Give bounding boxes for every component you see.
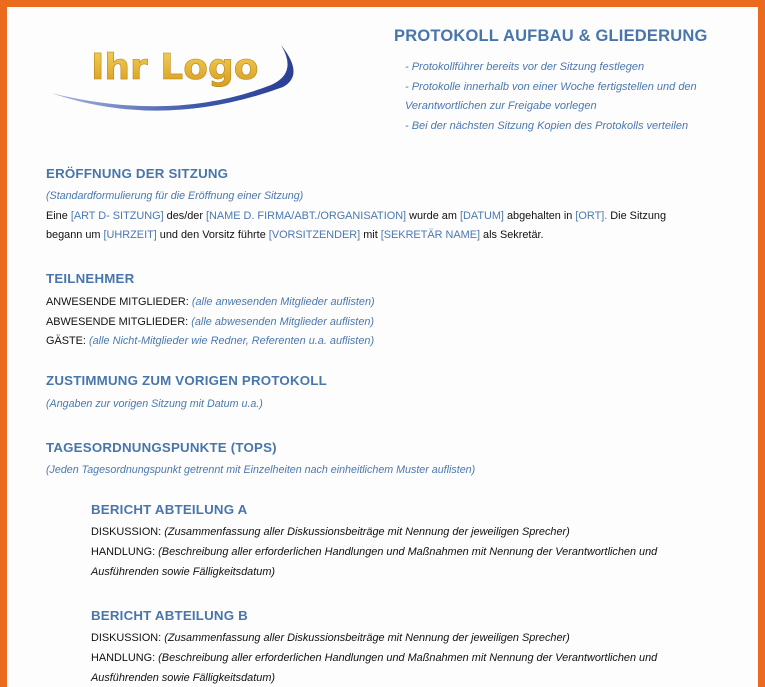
report-discussion: DISKUSSION: (Zusammenfassung aller Diskussionsbeiträge mit Nennung der jeweiligen Sprecher)	[91, 526, 570, 538]
opening-sentence-line-1: Eine [ART D- SITZUNG] des/der [NAME D. FIRMA/ABT./ORGANISATION] wurde am [DATUM] abgehalten in [ORT]. Die Sitzung	[46, 210, 666, 222]
report-discussion: DISKUSSION: (Zusammenfassung aller Diskussionsbeiträge mit Nennung der jeweiligen Sprecher)	[91, 632, 570, 644]
placeholder-date: [DATUM]	[459, 210, 504, 222]
section-heading-participants: TEILNEHMER	[46, 271, 135, 286]
logo-text: Ihr Logo	[91, 47, 259, 88]
document-page	[7, 7, 758, 687]
guideline-line: - Bei der nächsten Sitzung Kopien des Protokolls verteilen	[405, 119, 689, 132]
agenda-note: (Jeden Tagesordnungspunkt getrennt mit Einzelheiten nach einheitlichem Muster auflisten)	[46, 464, 476, 476]
guideline-line: - Protokollführer bereits vor der Sitzung festlegen	[405, 61, 645, 73]
participants-row: ABWESENDE MITGLIEDER: (alle abwesenden Mitglieder auflisten)	[46, 316, 375, 328]
placeholder-time: [UHRZEIT]	[103, 229, 157, 241]
section-heading-approval: ZUSTIMMUNG ZUM VORIGEN PROTOKOLL	[46, 373, 327, 388]
placeholder-chair: [VORSITZENDER]	[268, 229, 361, 241]
section-heading-agenda: TAGESORDNUNGSPUNKTE (TOPS)	[46, 440, 277, 455]
placeholder-secretary: [SEKRETÄR NAME]	[380, 229, 480, 241]
guideline-line: Verantwortlichen zur Freigabe vorlegen	[405, 100, 597, 113]
report-action-continued: Ausführenden sowie Fälligkeitsdatum)	[91, 566, 276, 578]
guideline-line: - Protokolle innerhalb von einer Woche fertigstellen und den	[405, 80, 697, 93]
placeholder-location: [ORT].	[575, 210, 608, 222]
opening-sentence-line-2: begann um [UHRZEIT] und den Vorsitz führte [VORSITZENDER] mit [SEKRETÄR NAME] als Sekretär.	[46, 229, 544, 241]
participants-row: ANWESENDE MITGLIEDER: (alle anwesenden Mitglieder auflisten)	[46, 296, 375, 308]
section-heading-opening: ERÖFFNUNG DER SITZUNG	[46, 166, 229, 181]
report-action-continued: Ausführenden sowie Fälligkeitsdatum)	[91, 672, 276, 684]
opening-note: (Standardformulierung für die Eröffnung einer Sitzung)	[46, 190, 304, 202]
report-heading: BERICHT ABTEILUNG B	[91, 608, 248, 623]
placeholder-organisation: [NAME D. FIRMA/ABT./ORGANISATION]	[206, 210, 407, 222]
company-logo	[43, 31, 305, 121]
report-action: HANDLUNG: (Beschreibung aller erforderlichen Handlungen und Maßnahmen mit Nennung der Verantwortlichen und	[91, 652, 658, 664]
report-heading: BERICHT ABTEILUNG A	[91, 502, 248, 517]
participants-row: GÄSTE: (alle Nicht-Mitglieder wie Redner, Referenten u.a. auflisten)	[46, 335, 375, 347]
placeholder-meeting-type: [ART D- SITZUNG]	[70, 210, 164, 222]
document-title: PROTOKOLL AUFBAU & GLIEDERUNG	[394, 27, 708, 45]
report-action: HANDLUNG: (Beschreibung aller erforderlichen Handlungen und Maßnahmen mit Nennung der Verantwortlichen und	[91, 546, 658, 558]
header-guidelines	[405, 58, 745, 136]
approval-note: (Angaben zur vorigen Sitzung mit Datum u.a.)	[46, 398, 263, 410]
